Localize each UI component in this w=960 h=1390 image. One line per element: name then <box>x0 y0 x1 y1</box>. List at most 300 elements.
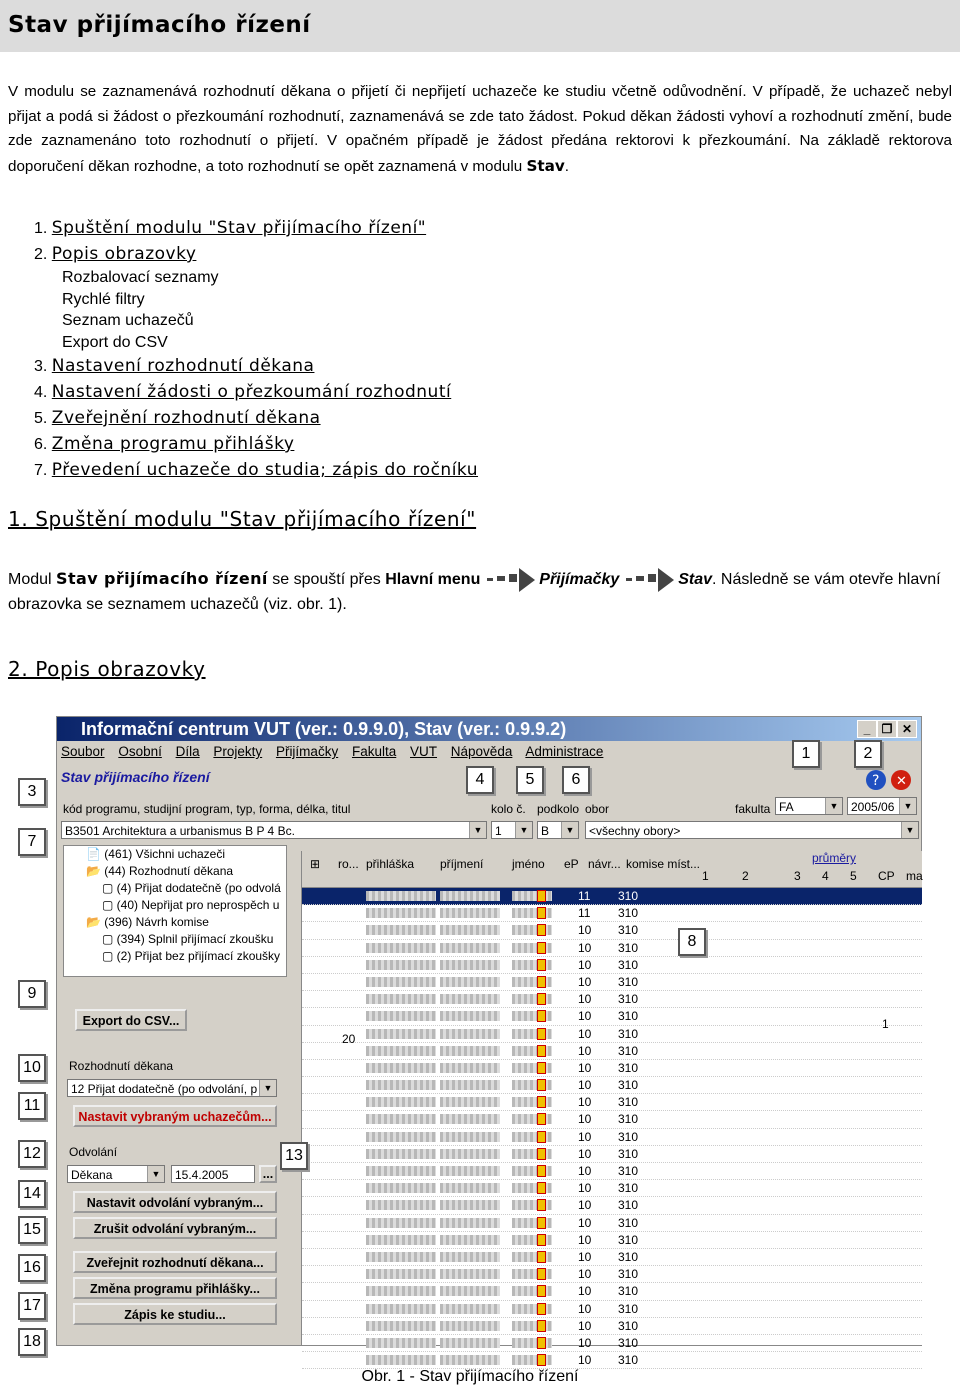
toc-num: 7. <box>34 462 48 479</box>
filter-tree <box>63 845 287 977</box>
fakulta-select[interactable] <box>775 797 843 815</box>
table-row[interactable] <box>302 1197 922 1214</box>
redacted-cell <box>440 1218 500 1228</box>
callout-5: 5 <box>516 766 544 794</box>
table-row[interactable] <box>302 888 922 905</box>
column-header[interactable]: eP <box>564 857 579 871</box>
callout-11: 11 <box>18 1092 46 1120</box>
redacted-cell <box>440 1252 500 1262</box>
cell-navrh: 10 <box>578 1353 592 1368</box>
table-row[interactable] <box>302 1215 922 1232</box>
redacted-cell <box>440 1304 500 1314</box>
odvolani-select[interactable] <box>67 1165 165 1183</box>
redacted-cell <box>440 1063 500 1073</box>
module-title: Stav přijímacího řízení <box>61 769 210 785</box>
redacted-cell <box>440 1011 500 1021</box>
toc-sub-item: Rychlé filtry <box>62 290 145 308</box>
column-header[interactable]: 5 <box>850 869 857 883</box>
chevron-down-icon[interactable]: ▼ <box>561 822 578 838</box>
redacted-cell <box>440 1269 500 1279</box>
redacted-cell <box>440 1321 500 1331</box>
redacted-cell <box>366 908 436 918</box>
year-value: 2005/06 <box>851 800 895 814</box>
redacted-cell <box>512 1355 552 1365</box>
close-icon[interactable]: ✕ <box>897 720 917 738</box>
figure-caption: Obr. 1 - Stav přijímacího řízení <box>361 1368 579 1385</box>
flag-icon <box>537 1285 546 1297</box>
program-select[interactable] <box>61 821 487 839</box>
callout-7: 7 <box>18 828 46 856</box>
cell-navrh: 10 <box>578 974 592 989</box>
table-row[interactable] <box>302 1094 922 1111</box>
redacted-cell <box>366 1149 436 1159</box>
redacted-cell <box>440 925 500 935</box>
zverejnit-button[interactable]: Zveřejnit rozhodnutí děkana... <box>73 1251 277 1273</box>
cell-komise: 310 <box>618 992 639 1007</box>
cell-komise: 310 <box>618 1301 639 1316</box>
redacted-cell <box>366 943 436 953</box>
cell-navrh: 10 <box>578 1078 592 1093</box>
redacted-cell <box>366 1338 436 1348</box>
redacted-cell <box>440 1286 500 1296</box>
nastavit-odvolani-button[interactable]: Nastavit odvolání vybraným... <box>73 1191 277 1213</box>
kolo-value: 1 <box>495 824 502 838</box>
table-row[interactable] <box>302 1335 922 1352</box>
flag-icon <box>537 1182 546 1194</box>
chevron-down-icon[interactable]: ▼ <box>825 798 842 814</box>
table-row[interactable] <box>302 1146 922 1163</box>
chevron-down-icon[interactable]: ▼ <box>469 822 486 838</box>
toc-num: 5. <box>34 410 48 427</box>
cell-navrh: 10 <box>578 1129 592 1144</box>
redacted-cell <box>440 1200 500 1210</box>
redacted-cell <box>366 1218 436 1228</box>
redacted-cell <box>366 891 436 901</box>
cell-komise: 310 <box>618 1215 639 1230</box>
toc-num: 2. <box>34 246 48 263</box>
menu-dila[interactable]: Díla <box>175 744 200 759</box>
section-1-paragraph <box>8 566 958 617</box>
page-title: Stav přijímacího řízení <box>8 12 311 38</box>
column-header[interactable]: 3 <box>794 869 801 883</box>
menu-prijimacky[interactable]: Přijímačky <box>275 744 339 759</box>
chevron-down-icon[interactable]: ▼ <box>147 1166 164 1182</box>
redacted-cell <box>440 1355 500 1365</box>
callout-8: 8 <box>678 928 706 956</box>
title-bar <box>0 0 960 52</box>
menu-soubor[interactable]: Soubor <box>61 744 105 759</box>
column-header[interactable]: CP <box>878 869 895 883</box>
column-header[interactable]: přihláška <box>366 857 415 871</box>
cell-komise: 310 <box>618 906 639 921</box>
flag-icon <box>537 1028 546 1040</box>
zrusit-odvolani-button[interactable]: Zrušit odvolání vybraným... <box>73 1217 277 1239</box>
column-header[interactable]: 1 <box>702 869 709 883</box>
toc-link-7[interactable]: Převedení uchazeče do studia; zápis do ročníku <box>51 460 479 480</box>
redacted-cell <box>440 1080 500 1090</box>
redacted-cell <box>366 1355 436 1365</box>
redacted-cell <box>512 960 552 970</box>
flag-icon <box>537 890 546 902</box>
column-header[interactable]: ⊞ <box>310 857 321 871</box>
application-screenshot <box>56 716 923 1368</box>
callout-3: 3 <box>18 778 46 806</box>
column-group-header: průměry <box>812 851 857 865</box>
flag-icon <box>537 993 546 1005</box>
cell-navrh: 10 <box>578 1112 592 1127</box>
redacted-cell <box>366 1132 436 1142</box>
table-row[interactable] <box>302 1249 922 1266</box>
table-row[interactable] <box>302 1232 922 1249</box>
redacted-cell <box>512 1183 552 1193</box>
cell-navrh: 10 <box>578 1215 592 1230</box>
tree-item[interactable]: 📂 (396) Návrh komise <box>86 915 209 929</box>
table-row[interactable] <box>302 922 922 939</box>
table-row[interactable] <box>302 1318 922 1335</box>
table-row[interactable] <box>302 1008 922 1025</box>
redacted-cell <box>440 1097 500 1107</box>
redacted-cell <box>512 1097 552 1107</box>
tree-item[interactable]: 📂 (44) Rozhodnutí děkana <box>86 864 234 878</box>
cell-komise: 310 <box>618 1318 639 1333</box>
callout-18: 18 <box>18 1328 46 1356</box>
chevron-down-icon[interactable]: ▼ <box>899 798 916 814</box>
cell-komise: 310 <box>618 1060 639 1075</box>
date-picker-button[interactable]: ... <box>259 1165 277 1183</box>
tree-label: (4) Přijat dodatečně (po odvolá <box>116 881 281 895</box>
nastavit-button[interactable]: Nastavit vybraným uchazečům... <box>73 1105 277 1127</box>
redacted-cell <box>512 1321 552 1331</box>
callout-2: 2 <box>854 740 882 768</box>
applicants-grid <box>301 851 923 1368</box>
cell-komise: 310 <box>618 923 639 938</box>
toc-num: 4. <box>34 384 48 401</box>
column-header[interactable]: ro... <box>338 857 359 871</box>
grid-body <box>302 888 922 1369</box>
toc-link-5[interactable]: Zveřejnění rozhodnutí děkana <box>51 408 321 428</box>
cell-navrh: 10 <box>578 1043 592 1058</box>
table-row[interactable] <box>302 1266 922 1283</box>
redacted-cell <box>512 1080 552 1090</box>
chevron-down-icon[interactable]: ▼ <box>515 822 532 838</box>
cell-komise: 310 <box>618 1129 639 1144</box>
cell-navrh: 10 <box>578 1301 592 1316</box>
cell-komise: 310 <box>618 1146 639 1161</box>
flag-icon <box>537 1096 546 1108</box>
zmena-programu-button[interactable]: Změna programu přihlášky... <box>73 1277 277 1299</box>
intro-bold: Stav <box>526 156 565 175</box>
arrow-right-icon <box>485 568 535 592</box>
section-1-heading: 1. Spuštění modulu "Stav přijímacího řízení" <box>8 507 477 531</box>
odvolani-label: Odvolání <box>69 1145 118 1159</box>
svg-text:✕: ✕ <box>896 774 907 789</box>
cell-navrh: 10 <box>578 1181 592 1196</box>
tree-item[interactable]: ▢ (2) Přijat bez přijímací zkoušky <box>102 949 281 963</box>
redacted-cell <box>366 994 436 1004</box>
flag-icon <box>537 1217 546 1229</box>
minimize-icon[interactable]: _ <box>857 720 877 738</box>
window-title: Informační centrum VUT (ver.: 0.9.9.0), Stav (ver.: 0.9.9.2) <box>81 719 567 739</box>
redacted-cell <box>366 1235 436 1245</box>
redacted-cell <box>440 943 500 953</box>
kolo-select[interactable] <box>491 821 533 839</box>
table-of-contents <box>34 215 478 483</box>
table-row[interactable] <box>302 1301 922 1318</box>
cell-navrh: 10 <box>578 1284 592 1299</box>
obor-label: obor <box>585 802 610 816</box>
table-row[interactable] <box>302 1043 922 1060</box>
redacted-cell <box>366 977 436 987</box>
redacted-cell <box>512 977 552 987</box>
redacted-cell <box>440 1046 500 1056</box>
text: se spouští přes <box>272 571 381 588</box>
column-header[interactable]: jméno <box>512 857 545 871</box>
redacted-cell <box>440 1029 500 1039</box>
redacted-cell <box>512 943 552 953</box>
table-row[interactable] <box>302 1283 922 1300</box>
cell-navrh: 10 <box>578 1267 592 1282</box>
redacted-cell <box>366 1063 436 1073</box>
zapis-button[interactable]: Zápis ke studiu... <box>73 1303 277 1325</box>
menu-name: Hlavní menu <box>385 571 481 588</box>
table-row[interactable] <box>302 1163 922 1180</box>
redacted-cell <box>440 1166 500 1176</box>
cell-komise: 310 <box>618 957 639 972</box>
obor-select[interactable] <box>585 821 919 839</box>
redacted-cell <box>366 1286 436 1296</box>
cell-komise: 310 <box>618 1249 639 1264</box>
table-row[interactable] <box>302 957 922 974</box>
date-input[interactable]: 15.4.2005 <box>171 1165 255 1183</box>
flag-icon <box>537 959 546 971</box>
column-header[interactable]: 2 <box>742 869 749 883</box>
maximize-icon[interactable]: ❐ <box>877 720 897 738</box>
callout-1: 1 <box>792 740 820 768</box>
chevron-down-icon[interactable]: ▼ <box>259 1080 276 1096</box>
flag-icon <box>537 1131 546 1143</box>
toc-num: 6. <box>34 436 48 453</box>
flag-icon <box>537 1234 546 1246</box>
callout-14: 14 <box>18 1180 46 1208</box>
grid-right-value: 1 <box>882 1017 889 1031</box>
menu-fakulta[interactable]: Fakulta <box>351 744 397 759</box>
menu-administrace[interactable]: Administrace <box>525 744 604 759</box>
tree-label: (396) Návrh komise <box>104 915 209 929</box>
redacted-cell <box>512 1011 552 1021</box>
cell-navrh: 10 <box>578 1095 592 1110</box>
export-csv-button[interactable]: Export do CSV... <box>75 1009 187 1031</box>
section-2-heading: 2. Popis obrazovky <box>8 657 206 681</box>
redacted-cell <box>512 925 552 935</box>
toc-link-4[interactable]: Nastavení žádosti o přezkoumání rozhodnutí <box>51 382 452 402</box>
toc-num: 3. <box>34 358 48 375</box>
tree-item[interactable]: 📄 (461) Všichni uchazeči <box>86 847 226 861</box>
redacted-cell <box>366 1046 436 1056</box>
fakulta-value: FA <box>779 800 794 814</box>
grid-side-value: 20 <box>342 1032 356 1046</box>
rozhodnuti-select[interactable] <box>67 1079 277 1097</box>
chevron-down-icon[interactable]: ▼ <box>901 822 918 838</box>
toc-link-6[interactable]: Změna programu přihlášky <box>51 434 295 454</box>
column-header[interactable]: ma <box>906 869 923 883</box>
redacted-cell <box>512 1149 552 1159</box>
column-header[interactable]: komise míst... <box>626 857 701 871</box>
cell-navrh: 10 <box>578 1060 592 1075</box>
menu-vut[interactable]: VUT <box>410 744 438 759</box>
flag-icon <box>537 907 546 919</box>
redacted-cell <box>512 1132 552 1142</box>
callout-17: 17 <box>18 1292 46 1320</box>
cell-komise: 310 <box>618 1353 639 1368</box>
flag-icon <box>537 1148 546 1160</box>
redacted-cell <box>512 1114 552 1124</box>
arrow-right-icon <box>624 568 674 592</box>
tree-label: (394) Splnil přijímací zkoušku <box>116 932 274 946</box>
callout-16: 16 <box>18 1254 46 1282</box>
flag-icon <box>537 1045 546 1057</box>
tree-item[interactable]: ▢ (40) Nepřijat pro neprospěch u <box>102 898 280 912</box>
redacted-cell <box>440 960 500 970</box>
cell-komise: 310 <box>618 1112 639 1127</box>
callout-10: 10 <box>18 1054 46 1082</box>
cell-komise: 310 <box>618 1043 639 1058</box>
redacted-cell <box>366 1011 436 1021</box>
callout-4: 4 <box>466 766 494 794</box>
redacted-cell <box>512 1304 552 1314</box>
menu-napoveda[interactable]: Nápověda <box>450 744 513 759</box>
cell-komise: 310 <box>618 1095 639 1110</box>
window-title-bar <box>57 717 921 741</box>
cell-komise: 310 <box>618 1335 639 1350</box>
redacted-cell <box>366 1029 436 1039</box>
redacted-cell <box>366 925 436 935</box>
cell-komise: 310 <box>618 974 639 989</box>
program-label: kód programu, studijní program, typ, forma, délka, titul <box>63 802 351 816</box>
callout-9: 9 <box>18 980 46 1008</box>
tree-label: (2) Přijat bez přijímací zkoušky <box>116 949 281 963</box>
cell-komise: 310 <box>618 1198 639 1213</box>
callout-15: 15 <box>18 1216 46 1244</box>
toc-sub-item: Export do CSV <box>62 333 168 351</box>
column-header[interactable]: návr... <box>588 857 621 871</box>
column-header[interactable]: 4 <box>822 869 829 883</box>
table-row[interactable] <box>302 940 922 957</box>
menu-osobni[interactable]: Osobní <box>118 744 162 759</box>
redacted-cell <box>366 1080 436 1090</box>
table-row[interactable] <box>302 1026 922 1043</box>
year-select[interactable] <box>847 797 917 815</box>
program-value: B3501 Architektura a urbanismus B P 4 Bc. <box>65 824 295 838</box>
table-row[interactable] <box>302 1077 922 1094</box>
flag-icon <box>537 1320 546 1332</box>
redacted-cell <box>440 1235 500 1245</box>
module-name: Stav přijímacího řízení <box>56 569 268 588</box>
help-close-icons[interactable] <box>865 769 913 791</box>
cell-navrh: 10 <box>578 940 592 955</box>
flag-icon <box>537 1303 546 1315</box>
toc-link-3[interactable]: Nastavení rozhodnutí děkana <box>51 356 315 376</box>
table-row[interactable] <box>302 1180 922 1197</box>
menu-projekty[interactable]: Projekty <box>213 744 263 759</box>
toc-sub-item: Seznam uchazečů <box>62 312 194 329</box>
cell-navrh: 10 <box>578 1146 592 1161</box>
cell-komise: 310 <box>618 1164 639 1178</box>
flag-icon <box>537 1354 546 1366</box>
flag-icon <box>537 1079 546 1091</box>
redacted-cell <box>512 1166 552 1176</box>
cell-navrh: 10 <box>578 957 592 972</box>
redacted-cell <box>366 1252 436 1262</box>
redacted-cell <box>366 1200 436 1210</box>
table-row[interactable] <box>302 1129 922 1146</box>
cell-navrh: 10 <box>578 992 592 1007</box>
callout-12: 12 <box>18 1140 46 1168</box>
table-row[interactable] <box>302 991 922 1008</box>
obor-value: <všechny obory> <box>589 824 681 838</box>
cell-komise: 310 <box>618 1026 639 1041</box>
cell-komise: 310 <box>618 1267 639 1282</box>
redacted-cell <box>366 1269 436 1279</box>
rozhodnuti-value: 12 Přijat dodatečně (po odvolání, p <box>71 1082 258 1096</box>
tree-item[interactable]: ▢ (4) Přijat dodatečně (po odvolá <box>102 881 281 895</box>
cell-navrh: 11 <box>578 906 591 921</box>
podkolo-select[interactable] <box>537 821 579 839</box>
toc-num: 1. <box>34 220 48 237</box>
flag-icon <box>537 1268 546 1280</box>
cell-komise: 310 <box>618 889 639 903</box>
flag-icon <box>537 1337 546 1349</box>
table-row[interactable] <box>302 974 922 991</box>
redacted-cell <box>512 1218 552 1228</box>
redacted-cell <box>512 1252 552 1262</box>
grid-header <box>302 851 922 888</box>
redacted-cell <box>512 1269 552 1279</box>
cell-komise: 310 <box>618 1181 639 1196</box>
redacted-cell <box>366 1166 436 1176</box>
flag-icon <box>537 924 546 936</box>
table-row[interactable] <box>302 905 922 922</box>
cell-navrh: 10 <box>578 1009 592 1024</box>
intro-text: V modulu se zaznamenává rozhodnutí děkana o přijetí či nepřijetí uchazeče ke studiu včetně odůvodnění. V případě, že uchazeč nebyl přijat a podá si žádost o přezkoumání rozhodnutí, zaznamenává se zde tato žádost. Pokud děkan žádosti vyhoví a rozhodnutí změní, bude zde zaznamenáno toto rozhodnutí o přijetí. V opačném případě je žádost předána rektorovi k přezkoumání. Na základě rektorova doporučení děkan rozhodne, a toto rozhodnutí se opět zaznamená v modulu <box>8 83 952 175</box>
flag-icon <box>537 1165 546 1177</box>
tree-label: (461) Všichni uchazeči <box>104 847 226 861</box>
redacted-cell <box>512 1235 552 1245</box>
redacted-cell <box>440 994 500 1004</box>
redacted-cell <box>512 1338 552 1348</box>
cell-navrh: 10 <box>578 1026 592 1041</box>
table-row[interactable] <box>302 1352 922 1369</box>
redacted-cell <box>512 1063 552 1073</box>
flag-icon <box>537 1113 546 1125</box>
table-row[interactable] <box>302 1111 922 1128</box>
podkolo-label: podkolo <box>537 802 580 816</box>
toc-sub-item: Rozbalovací seznamy <box>62 269 219 286</box>
cell-komise: 310 <box>618 940 639 955</box>
cell-navrh: 10 <box>578 1249 592 1264</box>
cell-navrh: 10 <box>578 923 592 938</box>
toc-link-1[interactable]: Spuštění modulu "Stav přijímacího řízení" <box>51 218 427 238</box>
toc-link-2[interactable]: Popis obrazovky <box>51 244 197 264</box>
redacted-cell <box>366 960 436 970</box>
cell-komise: 310 <box>618 1078 639 1093</box>
column-header[interactable]: příjmení <box>440 857 484 871</box>
redacted-cell <box>440 1338 500 1348</box>
cell-komise: 310 <box>618 1284 639 1299</box>
fakulta-label: fakulta <box>735 802 771 816</box>
tree-item[interactable]: ▢ (394) Splnil přijímací zkoušku <box>102 932 274 946</box>
table-row[interactable] <box>302 1060 922 1077</box>
text: . Následně se vám otevře hlavní obrazovka se seznamem uchazečů (viz. obr. 1). <box>8 571 941 613</box>
